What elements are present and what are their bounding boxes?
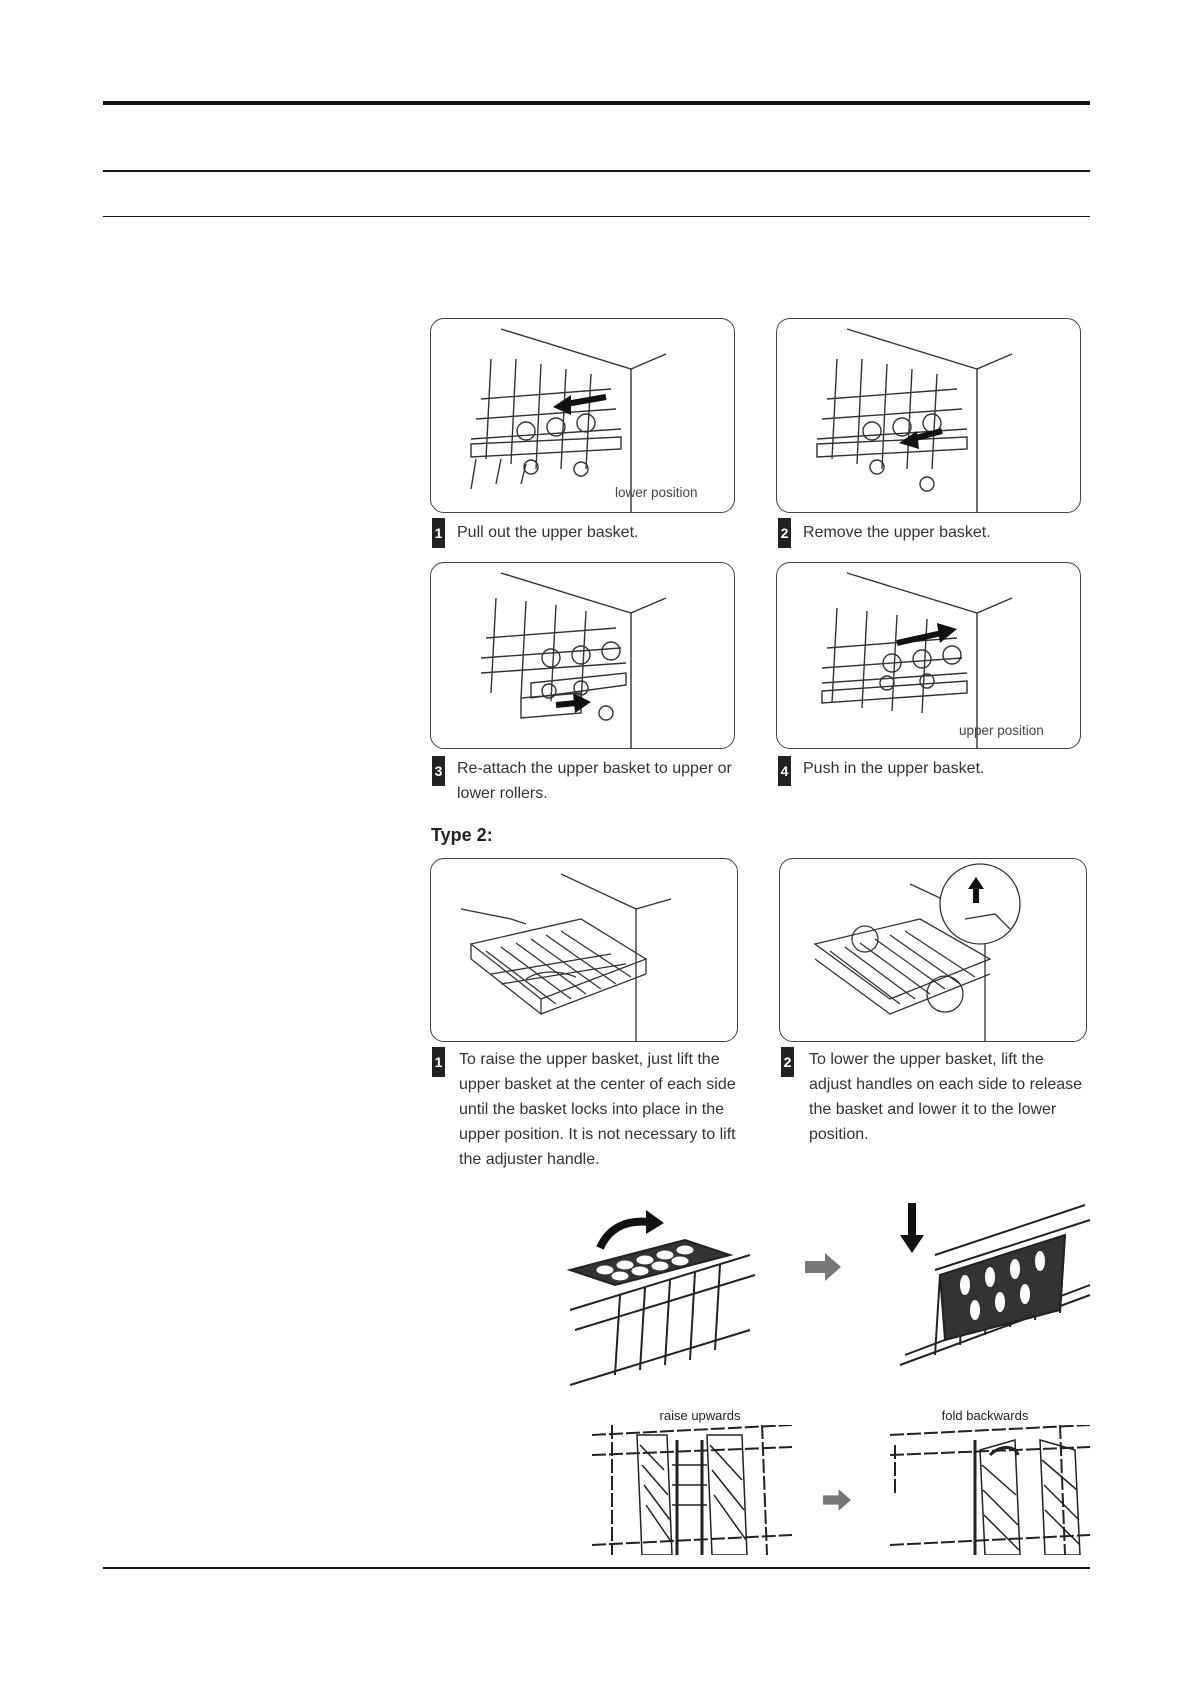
footer-rule bbox=[103, 1567, 1090, 1569]
fold-detail-folded-illustration bbox=[890, 1425, 1090, 1555]
raise-upwards-caption: raise upwards bbox=[659, 1408, 741, 1423]
lower-basket-illustration bbox=[780, 859, 1086, 1041]
type2-step-number-1: 1 bbox=[432, 1047, 445, 1077]
fold-arrow-2 bbox=[823, 1488, 851, 1512]
type1-step2-illustration bbox=[776, 318, 1081, 513]
step-2-text: Remove the upper basket. bbox=[803, 524, 991, 541]
raise-basket-illustration bbox=[431, 859, 737, 1041]
step-number-3: 3 bbox=[432, 756, 445, 786]
fold-rack-raise-illustration bbox=[560, 1200, 760, 1390]
fold-arrow-1 bbox=[805, 1253, 841, 1281]
right-arrow-icon bbox=[823, 1488, 851, 1512]
fold-backwards-caption: fold backwards bbox=[941, 1408, 1029, 1423]
right-arrow-icon bbox=[805, 1253, 841, 1281]
type2-step2-illustration bbox=[779, 858, 1087, 1042]
step-number-4: 4 bbox=[778, 756, 791, 786]
flap-detail-raise-drawing bbox=[592, 1425, 792, 1555]
type2-step-2-text: To lower the upper basket, lift the adjust handles on each side to release the basket and lower it to the lower position. bbox=[809, 1051, 1083, 1143]
step-4-text: Push in the upper basket. bbox=[803, 760, 985, 777]
header-rule bbox=[103, 170, 1090, 172]
push-in-basket-illustration bbox=[777, 563, 1080, 748]
type1-step1-illustration bbox=[430, 318, 735, 513]
fold-rack-folded-illustration bbox=[895, 1195, 1095, 1370]
step-1-text: Pull out the upper basket. bbox=[457, 524, 639, 541]
basket-rollers-illustration bbox=[431, 319, 734, 512]
type2-step-number-2: 2 bbox=[781, 1047, 794, 1077]
fold-detail-raise-illustration bbox=[592, 1425, 792, 1555]
flap-detail-folded-drawing bbox=[890, 1425, 1090, 1555]
step-3-text: Re-attach the upper basket to upper or lower rollers. bbox=[457, 760, 732, 802]
type1-step4-illustration bbox=[776, 562, 1081, 749]
type2-heading: Type 2: bbox=[431, 825, 493, 845]
type1-step3-illustration bbox=[430, 562, 735, 749]
upper-position-label: upper position bbox=[959, 723, 1044, 738]
type2-step-1-text: To raise the upper basket, just lift the upper basket at the center of each side until the basket locks into place in the upper position. It is not necessary to lift the adjuster handle. bbox=[459, 1051, 736, 1168]
header-rule-lower bbox=[103, 216, 1090, 217]
reattach-rollers-illustration bbox=[431, 563, 734, 748]
basket-removal-illustration bbox=[777, 319, 1080, 512]
top-rule-thick bbox=[103, 101, 1090, 105]
step-number-1: 1 bbox=[432, 518, 445, 548]
rack-flap-raise-drawing bbox=[560, 1200, 760, 1390]
step-number-2: 2 bbox=[778, 518, 791, 548]
lower-position-label: lower position bbox=[615, 485, 698, 500]
rack-flap-folded-drawing bbox=[895, 1195, 1095, 1370]
type2-step1-illustration bbox=[430, 858, 738, 1042]
